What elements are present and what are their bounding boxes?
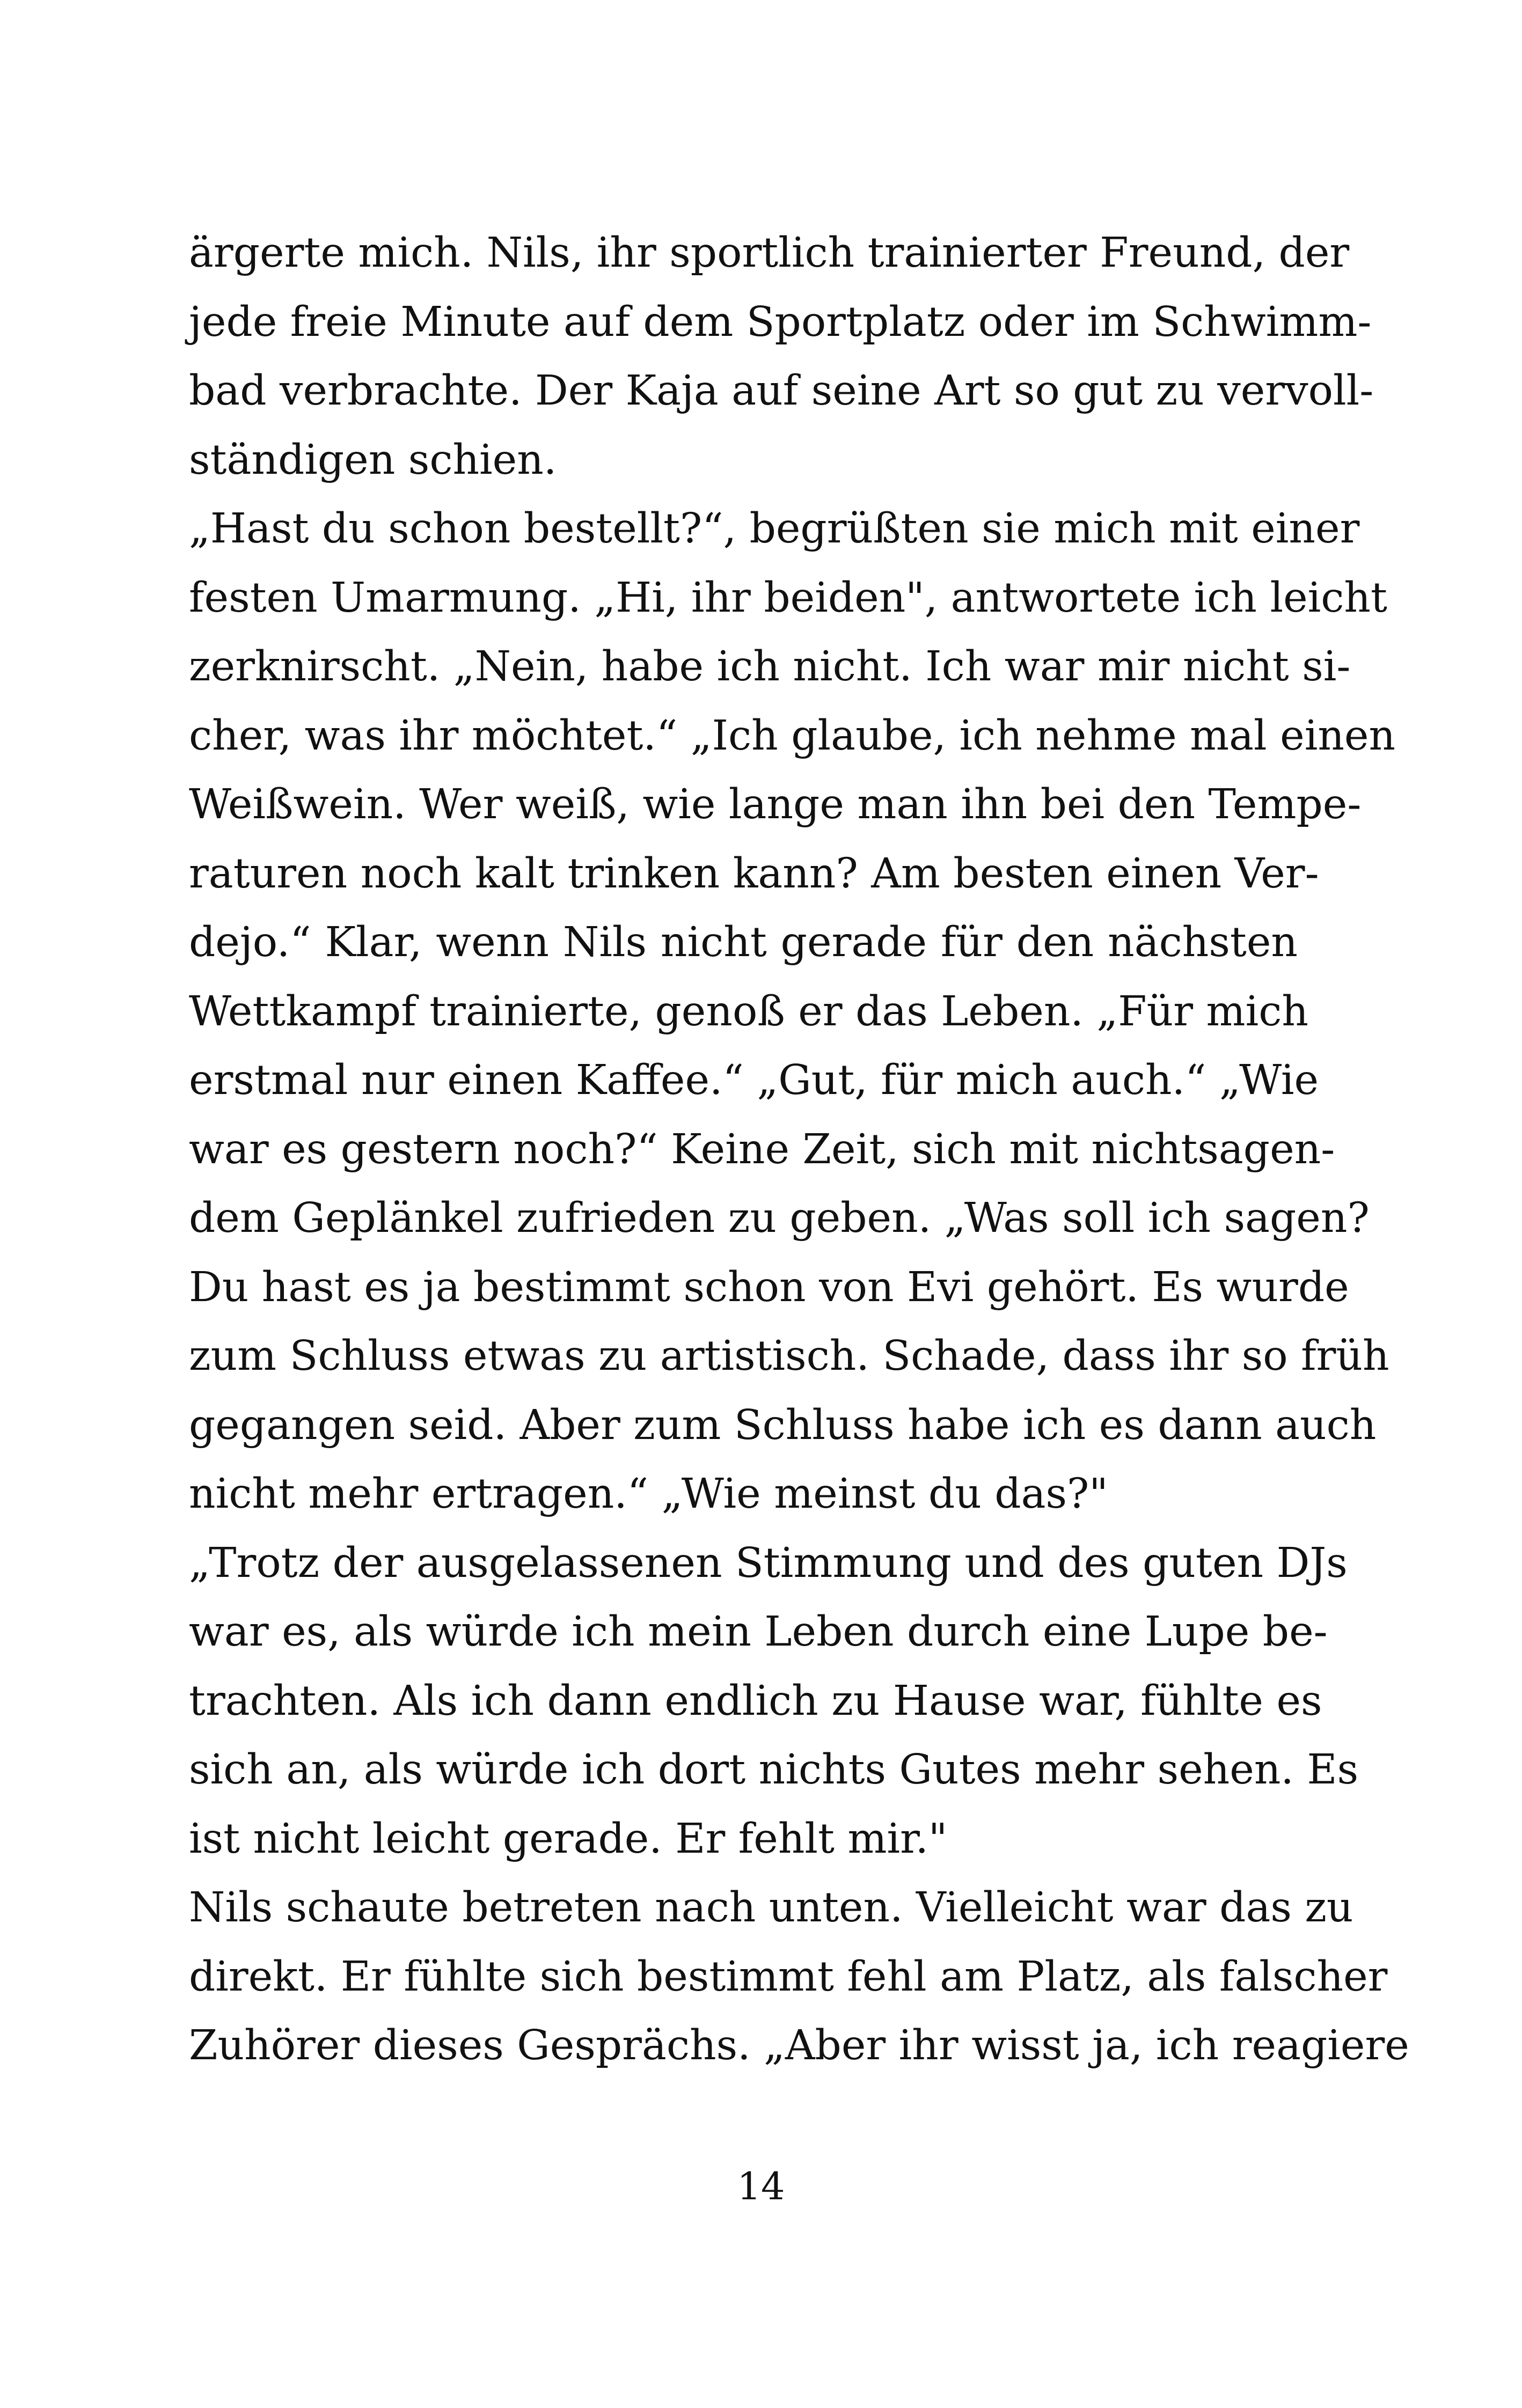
text-line: zerknirscht. „Nein, habe ich nicht. Ich war mir nicht si- bbox=[189, 643, 1351, 691]
text-line: trachten. Als ich dann endlich zu Hause war, fühlte es bbox=[189, 1677, 1322, 1725]
text-line: Wettkampf trainierte, genoß er das Leben. „Für mich bbox=[189, 987, 1308, 1036]
text-line: Du hast es ja bestimmt schon von Evi gehört. Es wurde bbox=[189, 1263, 1349, 1311]
text-line: zum Schluss etwas zu artistisch. Schade, dass ihr so früh bbox=[189, 1332, 1389, 1380]
body-text bbox=[189, 219, 1409, 2081]
text-line: gegangen seid. Aber zum Schluss habe ich es dann auch bbox=[189, 1401, 1377, 1449]
text-line: raturen noch kalt trinken kann? Am besten einen Ver- bbox=[189, 849, 1319, 898]
text-line: jede freie Minute auf dem Sportplatz oder im Schwimm- bbox=[189, 298, 1372, 346]
text-line: Zuhörer dieses Gesprächs. „Aber ihr wisst ja, ich reagiere bbox=[189, 2022, 1409, 2069]
text-line: sich an, als würde ich dort nichts Gutes mehr sehen. Es bbox=[189, 1746, 1359, 1794]
text-line: erstmal nur einen Kaffee.“ „Gut, für mich auch.“ „Wie bbox=[189, 1056, 1319, 1104]
text-line: cher, was ihr möchtet.“ „Ich glaube, ich nehme mal einen bbox=[189, 711, 1396, 760]
text-line: dem Geplänkel zufrieden zu geben. „Was soll ich sagen? bbox=[189, 1194, 1370, 1242]
text-line: bad verbrachte. Der Kaja auf seine Art so gut zu vervoll- bbox=[189, 367, 1374, 415]
page-number: 14 bbox=[737, 2164, 785, 2208]
text-line: „Trotz der ausgelassenen Stimmung und des guten DJs bbox=[189, 1539, 1348, 1587]
text-line: war es, als würde ich mein Leben durch eine Lupe be- bbox=[189, 1608, 1328, 1656]
text-line: „Hast du schon bestellt?“, begrüßten sie mich mit einer bbox=[189, 505, 1360, 553]
text-line: direkt. Er fühlte sich bestimmt fehl am Platz, als falscher bbox=[189, 1952, 1388, 2001]
text-line: Weißwein. Wer weiß, wie lange man ihn bei den Tempe- bbox=[189, 781, 1362, 828]
text-line: ärgerte mich. Nils, ihr sportlich trainierter Freund, der bbox=[189, 229, 1350, 277]
text-line: nicht mehr ertragen.“ „Wie meinst du das?" bbox=[189, 1470, 1108, 1518]
text-line: festen Umarmung. „Hi, ihr beiden", antwortete ich leicht bbox=[189, 574, 1387, 622]
text-line: Nils schaute betreten nach unten. Vielleicht war das zu bbox=[189, 1884, 1353, 1932]
text-line: ständigen schien. bbox=[189, 436, 557, 484]
text-line: ist nicht leicht gerade. Er fehlt mir." bbox=[189, 1815, 948, 1863]
text-line: dejo.“ Klar, wenn Nils nicht gerade für den nächsten bbox=[189, 919, 1298, 966]
text-line: war es gestern noch?“ Keine Zeit, sich mit nichtsagen- bbox=[189, 1125, 1335, 1173]
